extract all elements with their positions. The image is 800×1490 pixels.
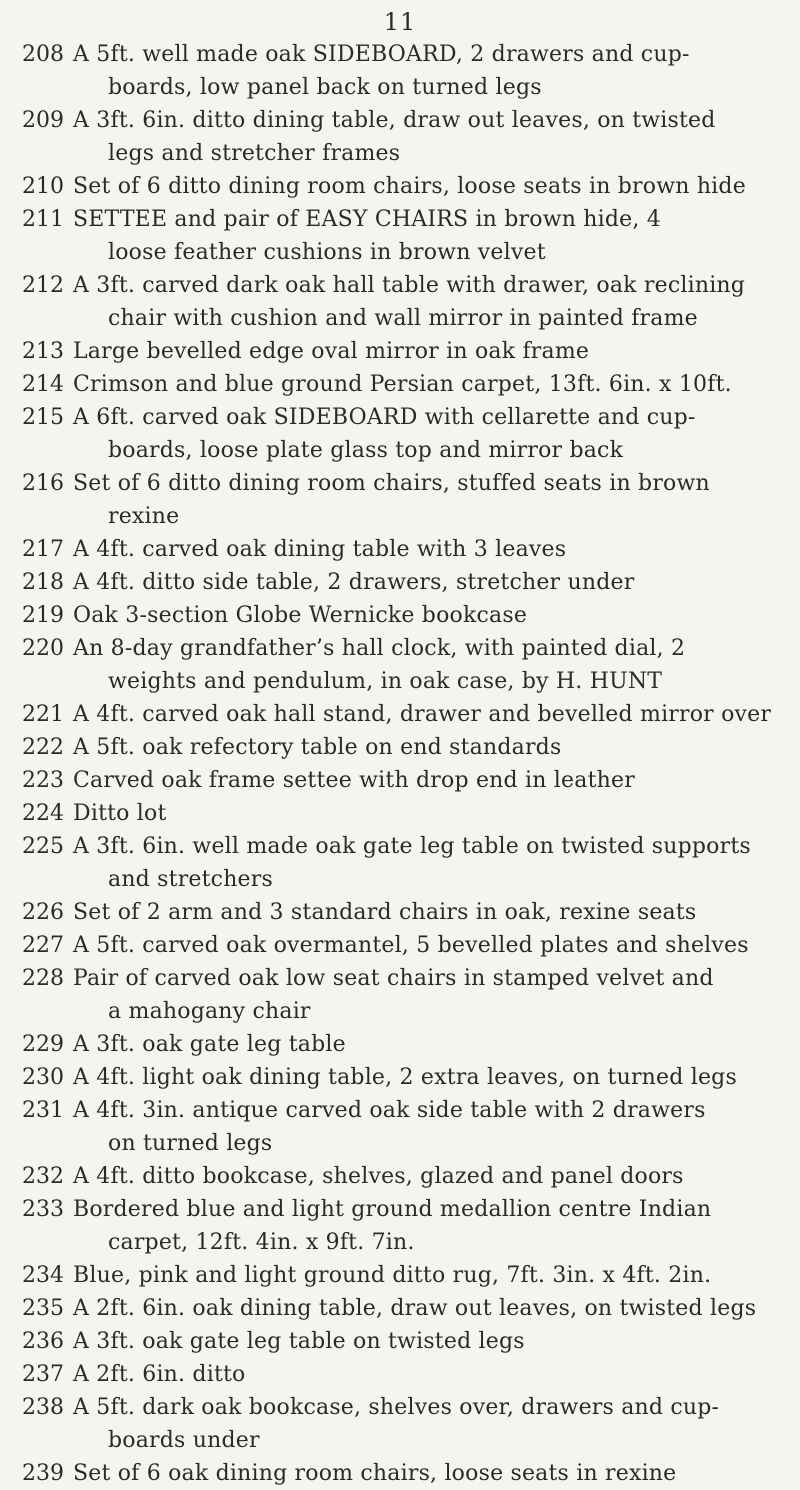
lot-description-line: A 4ft. carved oak dining table with 3 leaves bbox=[73, 537, 567, 562]
lot-entry bbox=[22, 533, 792, 566]
lot-description bbox=[73, 1259, 792, 1292]
lot-description bbox=[73, 1457, 792, 1490]
lot-number: 210 bbox=[22, 174, 64, 199]
lot-description-line: Carved oak frame settee with drop end in leather bbox=[73, 768, 635, 793]
page-number: 11 bbox=[383, 8, 417, 36]
lot-description-line: loose feather cushions in brown velvet bbox=[108, 240, 546, 265]
lot-description bbox=[73, 533, 792, 566]
lot-description-line: A 2ft. 6in. oak dining table, draw out leaves, on twisted legs bbox=[73, 1296, 757, 1321]
lot-description bbox=[73, 797, 792, 830]
lot-number: 235 bbox=[22, 1296, 64, 1321]
lot-number: 236 bbox=[22, 1329, 64, 1354]
lot-entry bbox=[22, 1160, 792, 1193]
lot-description bbox=[73, 962, 792, 1028]
lot-description bbox=[73, 566, 792, 599]
lot-description-line: rexine bbox=[108, 504, 180, 529]
lot-description-line: Oak 3-section Globe Wernicke bookcase bbox=[73, 603, 528, 628]
lot-entry bbox=[22, 1259, 792, 1292]
lot-description bbox=[73, 1028, 792, 1061]
lot-number: 232 bbox=[22, 1164, 64, 1189]
lot-description-line: An 8-day grandfather’s hall clock, with painted dial, 2 bbox=[73, 636, 686, 661]
lot-description bbox=[73, 1325, 792, 1358]
lot-entry bbox=[22, 104, 792, 170]
lot-entry bbox=[22, 1325, 792, 1358]
lot-number: 228 bbox=[22, 966, 64, 991]
lot-description-line: A 5ft. carved oak overmantel, 5 bevelled plates and shelves bbox=[73, 933, 749, 958]
lot-description-line: boards, loose plate glass top and mirror back bbox=[108, 438, 624, 463]
lot-description-line: carpet, 12ft. 4in. x 9ft. 7in. bbox=[108, 1230, 415, 1255]
lot-description bbox=[73, 929, 792, 962]
lot-description-line: on turned legs bbox=[108, 1131, 273, 1156]
lot-description-line: A 4ft. ditto side table, 2 drawers, stretcher under bbox=[73, 570, 635, 595]
lot-description-line: A 5ft. dark oak bookcase, shelves over, drawers and cup- bbox=[73, 1395, 720, 1420]
lot-number: 233 bbox=[22, 1197, 64, 1222]
lot-entry bbox=[22, 203, 792, 269]
lot-description-line: Pair of carved oak low seat chairs in stamped velvet and bbox=[73, 966, 714, 991]
lot-description bbox=[73, 1292, 792, 1325]
lot-description bbox=[73, 896, 792, 929]
lot-description-line: legs and stretcher frames bbox=[108, 141, 401, 166]
lot-description bbox=[73, 599, 792, 632]
lot-description bbox=[73, 698, 792, 731]
lot-description-line: boards, low panel back on turned legs bbox=[108, 75, 542, 100]
lot-number: 226 bbox=[22, 900, 64, 925]
lot-description bbox=[73, 731, 792, 764]
lot-number: 222 bbox=[22, 735, 64, 760]
lot-description bbox=[73, 368, 792, 401]
lot-entry bbox=[22, 632, 792, 698]
lot-description bbox=[73, 1193, 792, 1259]
lot-description-line: Ditto lot bbox=[73, 801, 167, 826]
lot-entry bbox=[22, 1028, 792, 1061]
lot-description bbox=[73, 467, 792, 533]
lot-entry bbox=[22, 764, 792, 797]
lot-description-line: and stretchers bbox=[108, 867, 273, 892]
lot-description bbox=[73, 1160, 792, 1193]
lot-number: 221 bbox=[22, 702, 64, 727]
lot-number: 225 bbox=[22, 834, 64, 859]
lot-number: 216 bbox=[22, 471, 64, 496]
lot-entry bbox=[22, 1061, 792, 1094]
lot-description-line: A 4ft. light oak dining table, 2 extra leaves, on turned legs bbox=[73, 1065, 737, 1090]
lot-entry bbox=[22, 566, 792, 599]
lot-description bbox=[73, 1094, 792, 1160]
lot-description-line: weights and pendulum, in oak case, by H. HUNT bbox=[108, 669, 663, 694]
lot-description bbox=[73, 1061, 792, 1094]
lot-description-line: boards under bbox=[108, 1428, 260, 1453]
lot-list bbox=[22, 38, 792, 1490]
lot-description bbox=[73, 830, 792, 896]
lot-description bbox=[73, 38, 792, 104]
lot-entry bbox=[22, 830, 792, 896]
lot-entry bbox=[22, 170, 792, 203]
lot-description-line: Blue, pink and light ground ditto rug, 7ft. 3in. x 4ft. 2in. bbox=[73, 1263, 712, 1288]
lot-description-line: A 3ft. carved dark oak hall table with drawer, oak reclining bbox=[73, 273, 746, 298]
lot-description bbox=[73, 632, 792, 698]
lot-entry bbox=[22, 269, 792, 335]
lot-description-line: Set of 6 ditto dining room chairs, loose seats in brown hide bbox=[73, 174, 746, 199]
lot-description-line: A 3ft. oak gate leg table bbox=[73, 1032, 346, 1057]
lot-entry bbox=[22, 1457, 792, 1490]
lot-description-line: A 3ft. oak gate leg table on twisted legs bbox=[73, 1329, 525, 1354]
lot-number: 224 bbox=[22, 801, 64, 826]
lot-number: 211 bbox=[22, 207, 64, 232]
lot-description-line: a mahogany chair bbox=[108, 999, 311, 1024]
lot-description-line: SETTEE and pair of EASY CHAIRS in brown hide, 4 bbox=[73, 207, 661, 232]
lot-number: 212 bbox=[22, 273, 64, 298]
lot-number: 227 bbox=[22, 933, 64, 958]
lot-description-line: A 2ft. 6in. ditto bbox=[73, 1362, 246, 1387]
lot-number: 215 bbox=[22, 405, 64, 430]
lot-number: 231 bbox=[22, 1098, 64, 1123]
lot-entry bbox=[22, 1094, 792, 1160]
lot-description bbox=[73, 104, 792, 170]
lot-description-line: Set of 6 ditto dining room chairs, stuffed seats in brown bbox=[73, 471, 710, 496]
lot-entry bbox=[22, 1292, 792, 1325]
lot-description bbox=[73, 1391, 792, 1457]
lot-description-line: Bordered blue and light ground medallion centre Indian bbox=[73, 1197, 712, 1222]
lot-description bbox=[73, 335, 792, 368]
lot-entry bbox=[22, 731, 792, 764]
lot-description bbox=[73, 269, 792, 335]
lot-description-line: A 3ft. 6in. ditto dining table, draw out leaves, on twisted bbox=[73, 108, 716, 133]
lot-description bbox=[73, 170, 792, 203]
lot-entry bbox=[22, 698, 792, 731]
lot-description-line: A 6ft. carved oak SIDEBOARD with cellarette and cup- bbox=[73, 405, 696, 430]
lot-entry bbox=[22, 962, 792, 1028]
lot-number: 219 bbox=[22, 603, 64, 628]
lot-description-line: Crimson and blue ground Persian carpet, 13ft. 6in. x 10ft. bbox=[73, 372, 732, 397]
lot-entry bbox=[22, 797, 792, 830]
lot-number: 209 bbox=[22, 108, 64, 133]
lot-description-line: A 3ft. 6in. well made oak gate leg table on twisted supports bbox=[73, 834, 751, 859]
lot-description-line: Set of 6 oak dining room chairs, loose seats in rexine bbox=[73, 1461, 677, 1486]
lot-description bbox=[73, 203, 792, 269]
lot-entry bbox=[22, 368, 792, 401]
lot-description bbox=[73, 764, 792, 797]
lot-number: 217 bbox=[22, 537, 64, 562]
lot-number: 229 bbox=[22, 1032, 64, 1057]
lot-entry bbox=[22, 1193, 792, 1259]
lot-number: 239 bbox=[22, 1461, 64, 1486]
lot-number: 234 bbox=[22, 1263, 64, 1288]
lot-entry bbox=[22, 929, 792, 962]
lot-entry bbox=[22, 896, 792, 929]
lot-entry bbox=[22, 335, 792, 368]
lot-description-line: chair with cushion and wall mirror in painted frame bbox=[108, 306, 698, 331]
lot-description-line: Large bevelled edge oval mirror in oak frame bbox=[73, 339, 590, 364]
lot-description-line: A 4ft. 3in. antique carved oak side table with 2 drawers bbox=[73, 1098, 706, 1123]
lot-description-line: A 4ft. carved oak hall stand, drawer and bevelled mirror over bbox=[73, 702, 772, 727]
lot-entry bbox=[22, 1358, 792, 1391]
lot-entry bbox=[22, 599, 792, 632]
lot-description-line: A 5ft. well made oak SIDEBOARD, 2 drawers and cup- bbox=[73, 42, 690, 67]
lot-number: 213 bbox=[22, 339, 64, 364]
lot-description-line: Set of 2 arm and 3 standard chairs in oak, rexine seats bbox=[73, 900, 697, 925]
lot-description-line: A 5ft. oak refectory table on end standards bbox=[73, 735, 562, 760]
lot-number: 223 bbox=[22, 768, 64, 793]
lot-description-line: A 4ft. ditto bookcase, shelves, glazed and panel doors bbox=[73, 1164, 684, 1189]
lot-number: 220 bbox=[22, 636, 64, 661]
lot-description bbox=[73, 1358, 792, 1391]
lot-number: 208 bbox=[22, 42, 64, 67]
lot-entry bbox=[22, 467, 792, 533]
lot-entry bbox=[22, 401, 792, 467]
lot-number: 237 bbox=[22, 1362, 64, 1387]
lot-description bbox=[73, 401, 792, 467]
lot-number: 230 bbox=[22, 1065, 64, 1090]
lot-number: 214 bbox=[22, 372, 64, 397]
lot-number: 238 bbox=[22, 1395, 64, 1420]
lot-number: 218 bbox=[22, 570, 64, 595]
lot-entry bbox=[22, 1391, 792, 1457]
lot-entry bbox=[22, 38, 792, 104]
